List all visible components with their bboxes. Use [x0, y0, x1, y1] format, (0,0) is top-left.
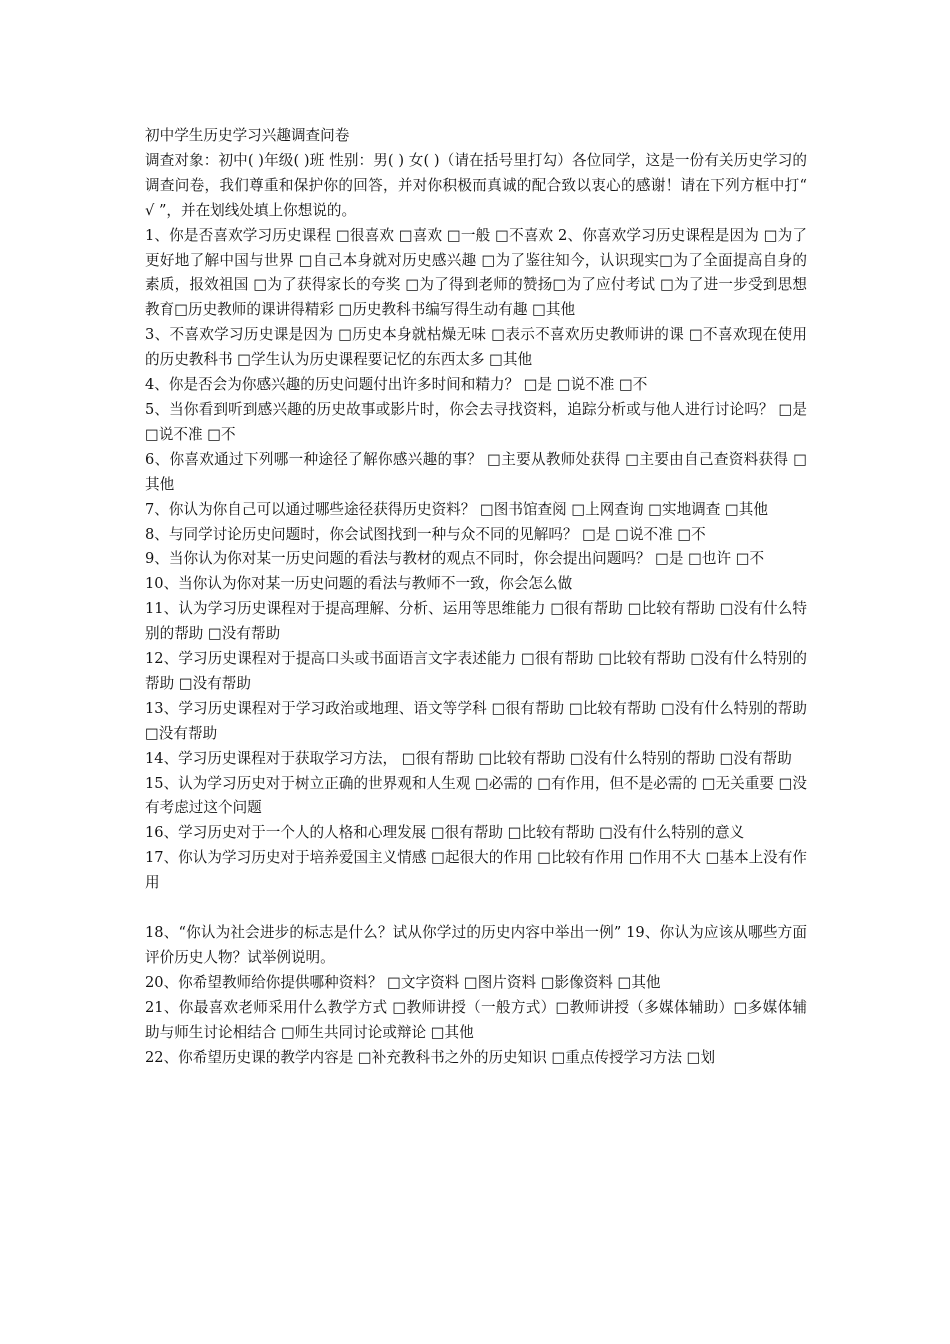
document-title: 初中学生历史学习兴趣调查问卷: [145, 127, 350, 144]
question-9: 9、当你认为你对某一历史问题的看法与教材的观点不同时，你会提出问题吗？ □是 □也许 □不: [145, 550, 765, 568]
question-7: 7、你认为你自己可以通过哪些途径获得历史资料？ □图书馆查阅 □上网查询 □实地调查 □其他: [145, 500, 768, 518]
question-13: 13、学习历史课程对于学习政治或地理、语文等学科 □很有帮助 □比较有帮助 □没有什么特别的帮助 □没有帮助: [145, 699, 807, 742]
question-10: 10、当你认为你对某一历史问题的看法与教师不一致，你会怎么做: [145, 575, 573, 593]
intro-paragraph: 调查对象：初中( )年级( )班 性别：男( ) 女( )（请在括号里打勾）各位同学，这是一份有关历史学习的调查问卷，我们尊重和保护你的回答，并对你积极而真诚的配合致以衷心的感谢！请在下列方框中打“ √ ”，并在划线处填上你想说的。: [145, 151, 807, 219]
question-3: 3、不喜欢学习历史课是因为 □历史本身就枯燥无味 □表示不喜欢历史教师讲的课 □不喜欢现在使用的历史教科书 □学生认为历史课程要记忆的东西太多 □其他: [145, 326, 807, 369]
question-12: 12、学习历史课程对于提高口头或书面语言文字表述能力 □很有帮助 □比较有帮助 □没有什么特别的帮助 □没有帮助: [145, 650, 807, 692]
question-11: 11、认为学习历史课程对于提高理解、分析、运用等思维能力 □很有帮助 □比较有帮助 □没有什么特别的帮助 □没有帮助: [145, 600, 807, 643]
question-8: 8、与同学讨论历史问题时，你会试图找到一种与众不同的见解吗？ □是 □说不准 □不: [145, 525, 706, 543]
question-16: 16、学习历史对于一个人的人格和心理发展 □很有帮助 □比较有帮助 □没有什么特别的意义: [145, 824, 745, 842]
question-18-19: 18、“你认为社会进步的标志是什么？试从你学过的历史内容中举出一例” 19、你认为应该从哪些方面评价历史人物？试举例说明。: [145, 923, 807, 966]
question-5: 5、当你看到听到感兴趣的历史故事或影片时，你会去寻找资料，追踪分析或与他人进行讨论吗？ □是 □说不准 □不: [145, 400, 807, 443]
question-22: 22、你希望历史课的教学内容是 □补充教科书之外的历史知识 □重点传授学习方法 □划: [145, 1048, 716, 1066]
question-17: 17、你认为学习历史对于培养爱国主义情感 □起很大的作用 □比较有作用 □作用不大 □基本上没有作用: [145, 849, 807, 892]
questionnaire-page: [145, 124, 807, 1070]
question-15: 15、认为学习历史对于树立正确的世界观和人生观 □必需的 □有作用，但不是必需的 □无关重要 □没有考虑过这个问题: [145, 774, 807, 817]
question-21: 21、你最喜欢老师采用什么教学方式 □教师讲授（一般方式）□教师讲授（多媒体辅助）□多媒体辅助与师生讨论相结合 □师生共同讨论或辩论 □其他: [145, 998, 807, 1041]
question-4: 4、你是否会为你感兴趣的历史问题付出许多时间和精力？ □是 □说不准 □不: [145, 376, 648, 394]
question-20: 20、你希望教师给你提供哪种资料？ □文字资料 □图片资料 □影像资料 □其他: [145, 973, 661, 991]
blank-line: [145, 896, 807, 921]
question-14: 14、学习历史课程对于获取学习方法， □很有帮助 □比较有帮助 □没有什么特别的帮助 □没有帮助: [145, 749, 792, 767]
question-1-2: 1、你是否喜欢学习历史课程 □很喜欢 □喜欢 □一般 □不喜欢 2、你喜欢学习历史课程是因为 □为了更好地了解中国与世界 □自己本身就对历史感兴趣 □为了鉴往知今，认识现实□为了全面提高自身的素质，报效祖国 □为了获得家长的夸奖 □为了得到老师的赞扬□为了应付考试 □为了进一步受到思想教育□历史教师的课讲得精彩 □历史教科书编写得生动有趣 □其他: [145, 226, 807, 319]
question-6: 6、你喜欢通过下列哪一种途径了解你感兴趣的事？ □主要从教师处获得 □主要由自己查资料获得 □其他: [145, 450, 807, 493]
